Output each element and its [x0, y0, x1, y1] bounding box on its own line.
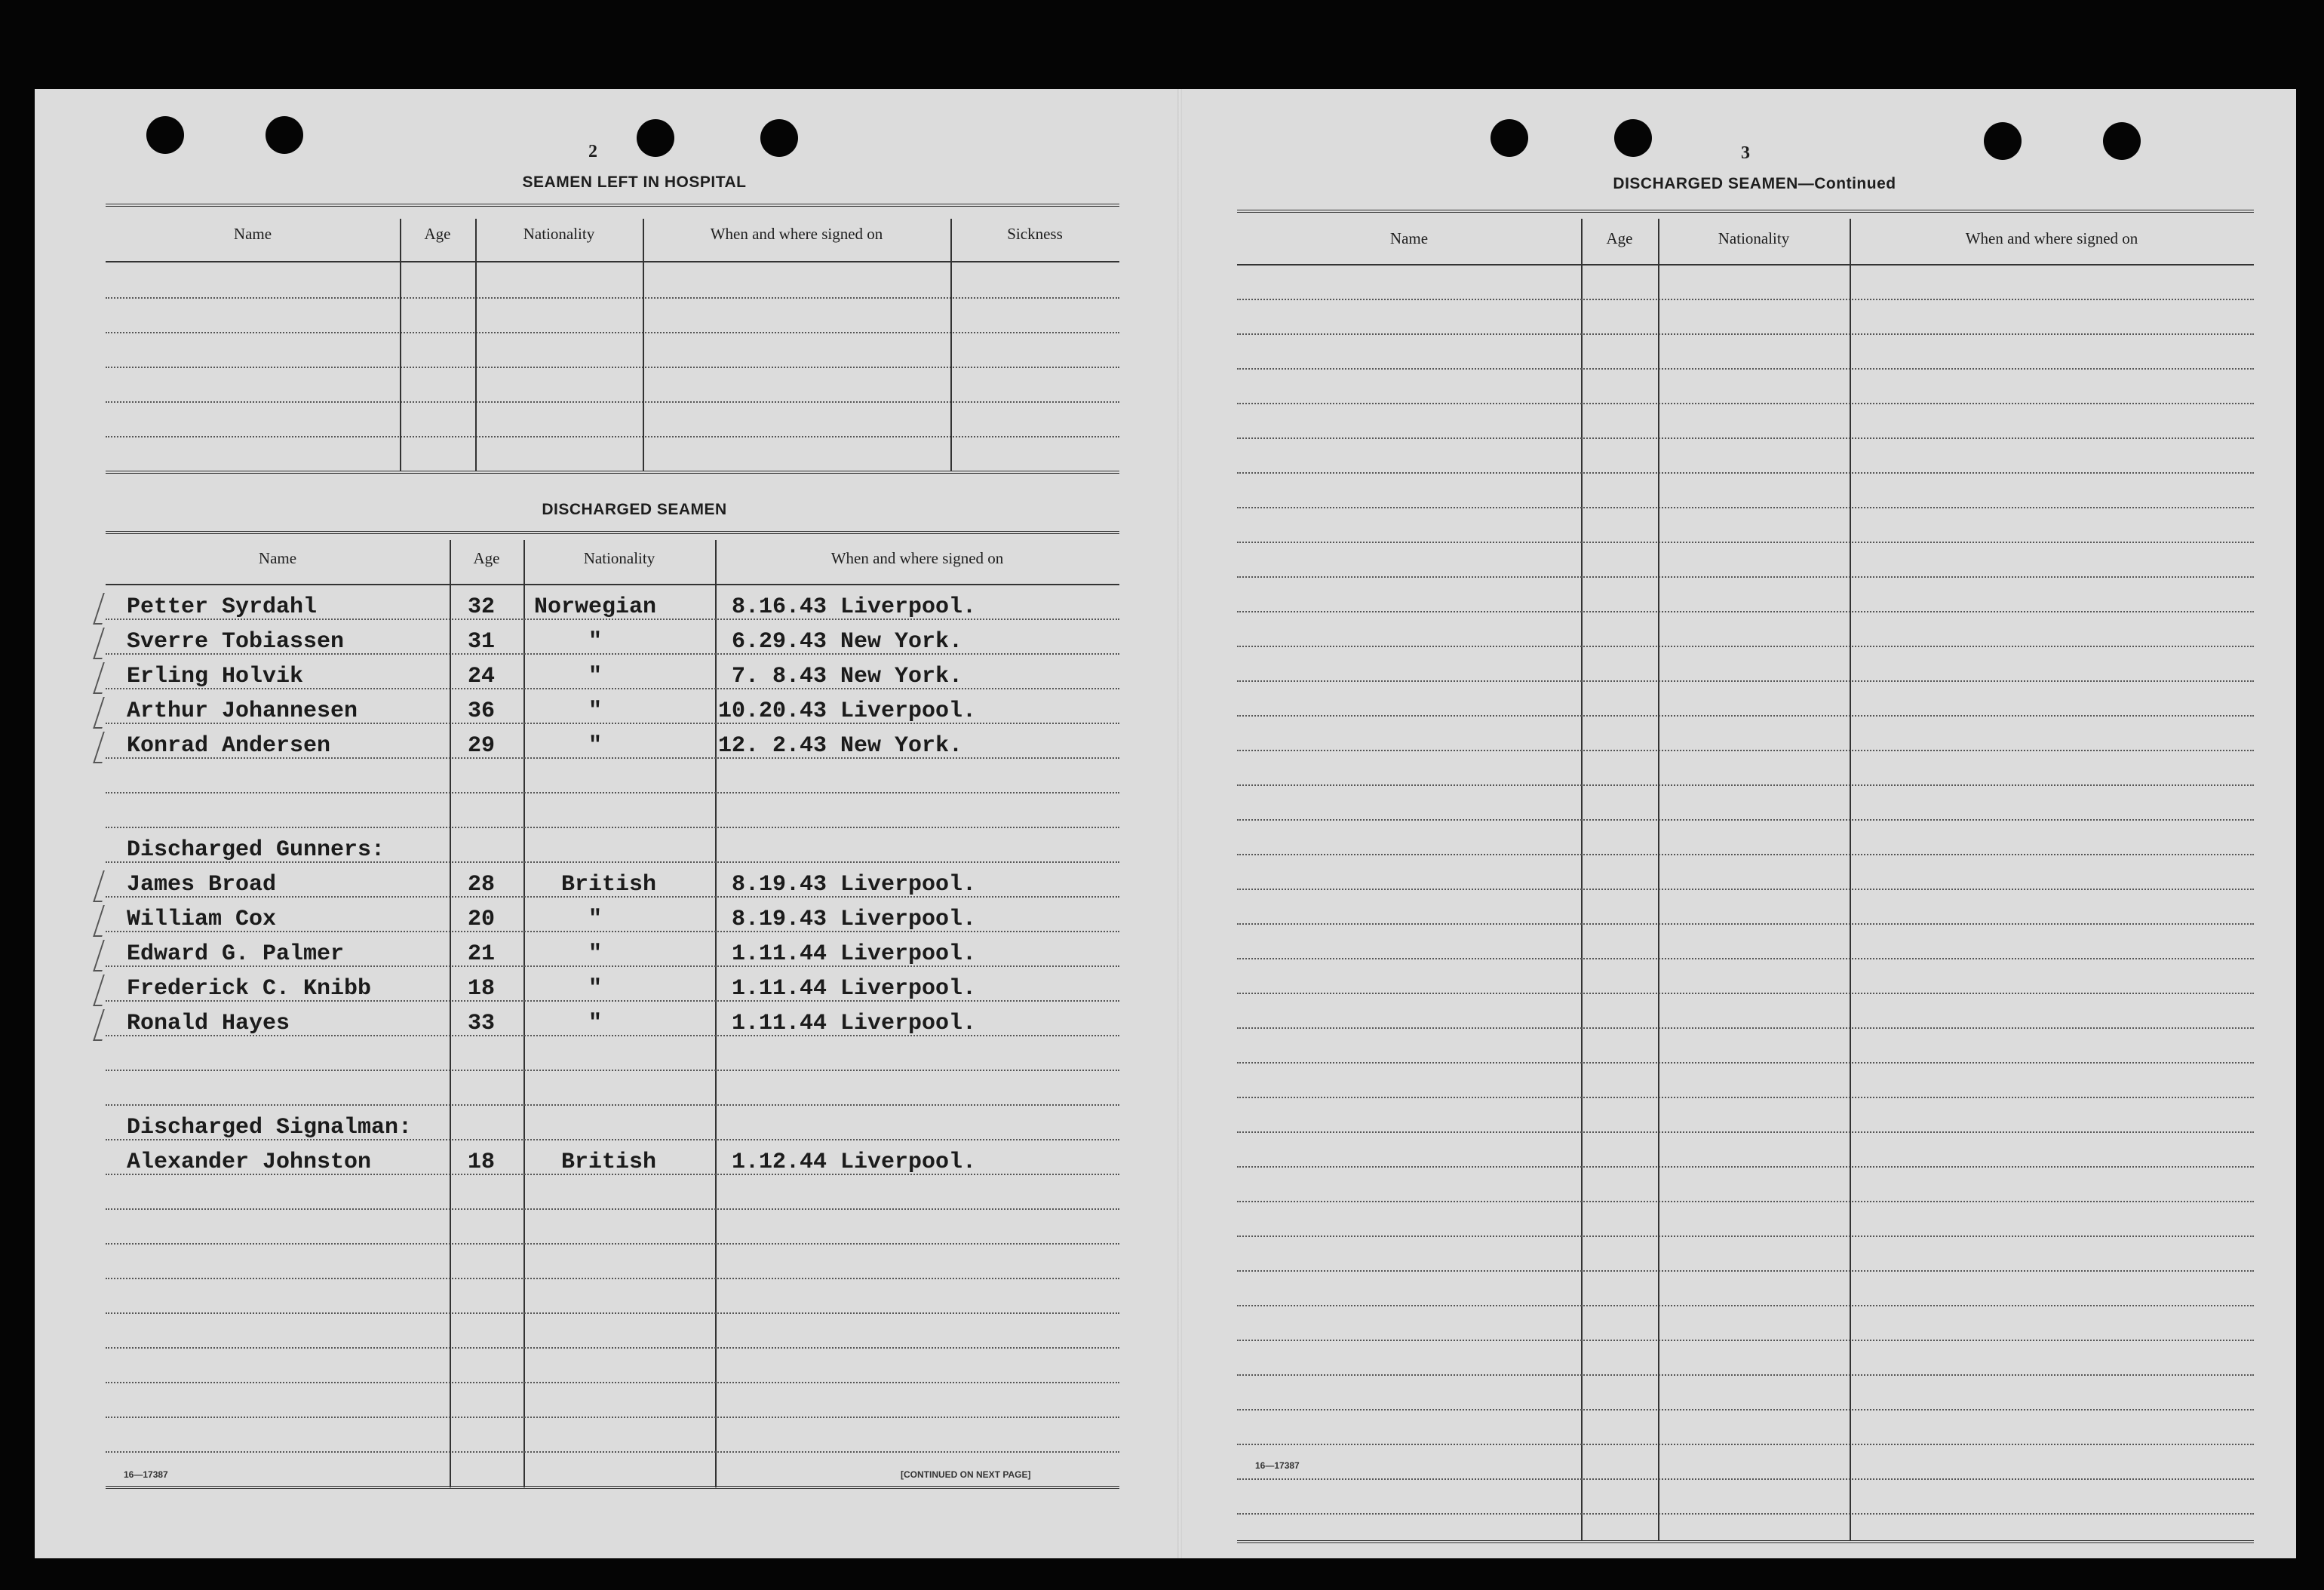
column-rule [950, 219, 952, 471]
table-rule [106, 367, 1119, 368]
column-header-name: Name [233, 225, 272, 243]
column-header-signed-on: When and where signed on [710, 225, 883, 243]
gunner-signed-on: 1.11.44 Liverpool. [732, 976, 977, 1002]
table-rule [1237, 264, 2254, 266]
ledger-rule [106, 1451, 1119, 1453]
column-header-age: Age [473, 549, 500, 567]
seaman-name: Sverre Tobiassen [127, 629, 345, 655]
punch-hole [266, 116, 303, 154]
gunner-signed-on: 8.19.43 Liverpool. [732, 872, 977, 898]
ledger-rule [1237, 819, 2254, 821]
ledger-rule [1237, 889, 2254, 890]
ledger-rule [1237, 576, 2254, 578]
ledger-rule [1237, 784, 2254, 786]
form-number: 16—17387 [124, 1469, 168, 1480]
gunner-age: 33 [468, 1011, 496, 1036]
seaman-name: Konrad Andersen [127, 733, 331, 759]
seaman-age: 24 [468, 664, 496, 689]
ledger-rule [1237, 1270, 2254, 1272]
gunner-nationality: " [588, 941, 603, 967]
column-rule [475, 219, 477, 471]
ledger-rule [1237, 750, 2254, 751]
gunner-nationality: " [588, 976, 603, 1002]
seaman-name: Arthur Johannesen [127, 698, 358, 724]
hospital-section-title: SEAMEN LEFT IN HOSPITAL [522, 173, 747, 191]
ledger-rule [1237, 403, 2254, 404]
table-rule [106, 584, 1119, 585]
ledger-rule [1237, 1131, 2254, 1133]
ledger-rule [1237, 923, 2254, 925]
column-rule [1850, 219, 1851, 1540]
ledger-rule [1237, 854, 2254, 855]
seaman-nationality: " [588, 733, 603, 759]
ledger-rule [1237, 1374, 2254, 1376]
seaman-signed-on: 8.16.43 Liverpool. [732, 594, 977, 620]
gunners-label: Discharged Gunners: [127, 837, 385, 863]
ledger-rule [1237, 1097, 2254, 1098]
gunner-age: 21 [468, 941, 496, 967]
ledger-rule [106, 1417, 1119, 1418]
table-rule [106, 401, 1119, 403]
ledger-rule [1237, 646, 2254, 647]
seaman-signed-on: 7. 8.43 New York. [732, 664, 963, 689]
seaman-nationality: " [588, 664, 603, 689]
column-header-nationality: Nationality [1718, 229, 1790, 247]
gunner-nationality: " [588, 907, 603, 932]
ledger-rule [106, 1382, 1119, 1383]
ledger-rule [1237, 437, 2254, 439]
gunner-name: William Cox [127, 907, 277, 932]
page-number: 3 [1741, 143, 1750, 163]
column-header-nationality: Nationality [523, 225, 595, 243]
column-rule [523, 540, 525, 1487]
ledger-rule [106, 1347, 1119, 1349]
column-header-sickness: Sickness [1007, 225, 1063, 243]
ledger-rule [106, 1278, 1119, 1279]
table-rule [106, 471, 1119, 474]
gunner-age: 18 [468, 976, 496, 1002]
column-header-age: Age [1606, 229, 1633, 247]
ledger-rule [1237, 1166, 2254, 1168]
page-fold [1177, 89, 1182, 1558]
right-page-title: DISCHARGED SEAMEN—Continued [1613, 175, 1896, 192]
gunner-nationality: " [588, 1011, 603, 1036]
punch-hole [760, 119, 798, 157]
seaman-age: 32 [468, 594, 496, 620]
gunner-name: James Broad [127, 872, 277, 898]
table-rule [1237, 210, 2254, 213]
gunner-signed-on: 1.11.44 Liverpool. [732, 1011, 977, 1036]
table-rule [106, 332, 1119, 333]
ledger-rule [1237, 1201, 2254, 1202]
signalman-name: Alexander Johnston [127, 1150, 372, 1175]
table-rule [106, 204, 1119, 207]
column-header-age: Age [424, 225, 451, 243]
punch-hole [637, 119, 674, 157]
ledger-rule [106, 792, 1119, 793]
signalman-nationality: British [561, 1150, 657, 1175]
gunner-age: 20 [468, 907, 496, 932]
ledger-rule [1237, 1340, 2254, 1341]
signalman-label: Discharged Signalman: [127, 1115, 413, 1140]
table-rule [106, 297, 1119, 299]
table-rule [1237, 1540, 2254, 1543]
discharged-section-title: DISCHARGED SEAMEN [542, 501, 727, 518]
column-rule [715, 540, 717, 1487]
ledger-rule [1237, 1409, 2254, 1410]
column-header-name: Name [258, 549, 297, 567]
column-rule [1658, 219, 1659, 1540]
ledger-rule [1237, 1027, 2254, 1029]
table-rule [106, 261, 1119, 262]
seaman-nationality: " [588, 698, 603, 724]
ledger-rule [1237, 611, 2254, 612]
ledger-rule [1237, 542, 2254, 543]
column-rule [450, 540, 451, 1487]
column-header-name: Name [1389, 229, 1429, 247]
gunner-signed-on: 1.11.44 Liverpool. [732, 941, 977, 967]
ledger-rule [1237, 507, 2254, 508]
signalman-signed-on: 1.12.44 Liverpool. [732, 1150, 977, 1175]
gunner-age: 28 [468, 872, 496, 898]
seaman-signed-on: 6.29.43 New York. [732, 629, 963, 655]
signalman-age: 18 [468, 1150, 496, 1175]
seaman-age: 36 [468, 698, 496, 724]
gunner-signed-on: 8.19.43 Liverpool. [732, 907, 977, 932]
ledger-rule [106, 1104, 1119, 1106]
seaman-signed-on: 10.20.43 Liverpool. [718, 698, 977, 724]
punch-hole [1614, 119, 1652, 157]
table-rule [106, 436, 1119, 437]
ledger-rule [1237, 1478, 2254, 1480]
punch-hole [1984, 122, 2022, 160]
ledger-rule [1237, 680, 2254, 682]
table-rule [106, 1486, 1119, 1489]
ledger-rule [1237, 299, 2254, 300]
column-header-signed-on: When and where signed on [1965, 229, 2138, 247]
form-number: 16—17387 [1255, 1460, 1300, 1471]
punch-hole [146, 116, 184, 154]
column-header-nationality: Nationality [583, 549, 655, 567]
ledger-rule [1237, 958, 2254, 959]
ledger-rule [106, 1312, 1119, 1314]
seaman-name: Erling Holvik [127, 664, 304, 689]
seaman-signed-on: 12. 2.43 New York. [718, 733, 963, 759]
column-rule [400, 219, 401, 471]
column-rule [643, 219, 644, 471]
punch-hole [2103, 122, 2141, 160]
gunner-name: Frederick C. Knibb [127, 976, 372, 1002]
ledger-rule [1237, 715, 2254, 717]
ledger-rule [106, 827, 1119, 828]
table-rule [106, 531, 1119, 534]
seaman-nationality: Norwegian [534, 594, 657, 620]
gunner-nationality: British [561, 872, 657, 898]
ledger-rule [106, 1243, 1119, 1245]
seaman-age: 29 [468, 733, 496, 759]
gunner-name: Edward G. Palmer [127, 941, 345, 967]
ledger-rule [1237, 472, 2254, 474]
gunner-name: Ronald Hayes [127, 1011, 290, 1036]
page-number: 2 [588, 142, 597, 161]
ledger-rule [1237, 1062, 2254, 1064]
continued-note: [CONTINUED ON NEXT PAGE] [901, 1469, 1031, 1480]
seaman-nationality: " [588, 629, 603, 655]
punch-hole [1490, 119, 1528, 157]
column-header-signed-on: When and where signed on [830, 549, 1004, 567]
seaman-name: Petter Syrdahl [127, 594, 318, 620]
ledger-rule [1237, 1305, 2254, 1306]
ledger-rule [1237, 333, 2254, 335]
seaman-age: 31 [468, 629, 496, 655]
document-sheet [35, 89, 2296, 1558]
ledger-rule [1237, 1513, 2254, 1515]
ledger-rule [106, 1208, 1119, 1210]
ledger-rule [1237, 1235, 2254, 1237]
ledger-rule [1237, 993, 2254, 994]
ledger-rule [1237, 368, 2254, 370]
column-rule [1581, 219, 1583, 1540]
ledger-rule [1237, 1444, 2254, 1445]
ledger-rule [106, 1070, 1119, 1071]
